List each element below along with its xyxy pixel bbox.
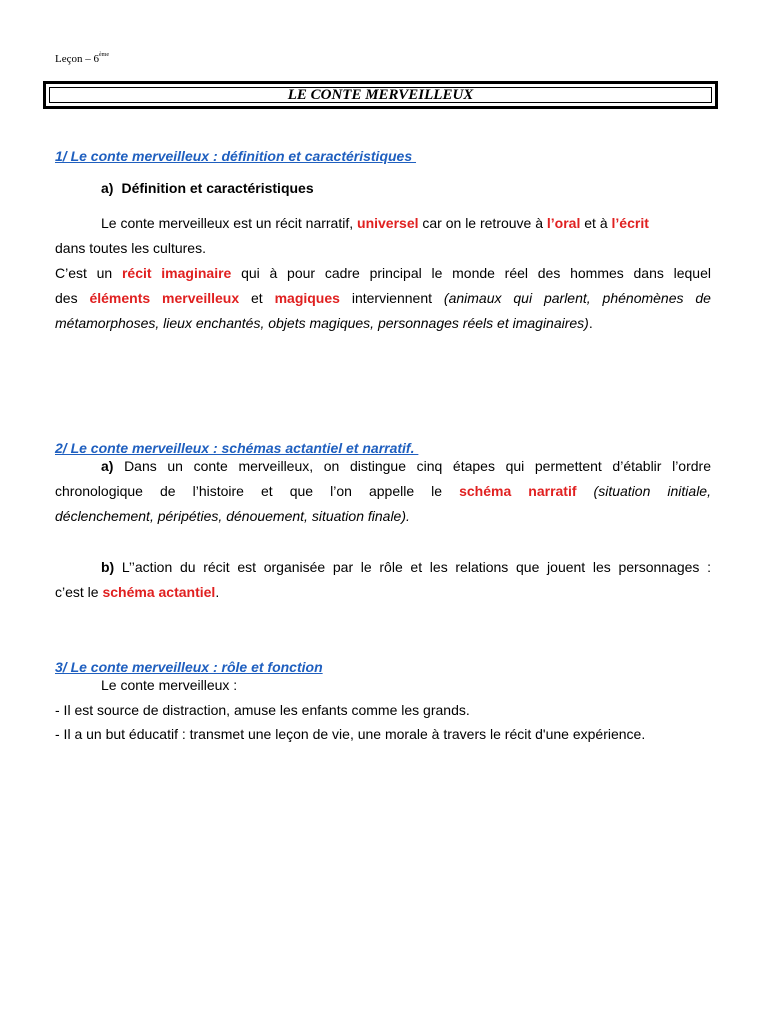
lesson-label-sup: ème bbox=[98, 52, 109, 58]
section2-b-text1: L’’action du récit est organisée par le rôle et les relations que jouent les personnages : bbox=[114, 559, 711, 575]
section2-a-line2 bbox=[55, 479, 711, 504]
section1-p1-line2: dans toutes les cultures. bbox=[55, 240, 206, 256]
section2-keyword-schema-narratif: schéma narratif bbox=[459, 483, 577, 499]
section2-b-line2 bbox=[55, 580, 219, 605]
section2-a-text2b: (situation initiale, bbox=[576, 483, 711, 499]
section1-p2-line2 bbox=[55, 286, 711, 311]
p1-text-b: car on le retrouve à bbox=[418, 215, 547, 231]
p2-keyword-magiques: magiques bbox=[274, 290, 340, 306]
section2-b-text2a: c’est le bbox=[55, 584, 103, 600]
p2-text-d: et bbox=[239, 290, 275, 306]
section2-a-text2a: chronologique de l’histoire et que l’on appelle le bbox=[55, 483, 460, 499]
section2-a-marker: a) bbox=[101, 458, 114, 474]
section1-sub-marker: a) bbox=[101, 180, 114, 196]
section2-b-line1 bbox=[101, 555, 711, 580]
section2-keyword-schema-actantiel: schéma actantiel bbox=[102, 584, 216, 600]
section2-a-line3: déclenchement, péripéties, dénouement, situation finale). bbox=[55, 508, 410, 524]
p1-text-a: Le conte merveilleux est un récit narratif, bbox=[101, 215, 358, 231]
page-title: LE CONTE MERVEILLEUX bbox=[287, 87, 474, 103]
lesson-label-text: Leçon – 6 bbox=[55, 53, 99, 65]
section1-heading: 1/ Le conte merveilleux : définition et caractéristiques bbox=[55, 148, 417, 164]
p1-keyword-ecrit: l’écrit bbox=[611, 215, 649, 231]
p2-text-e: interviennent bbox=[339, 290, 444, 306]
p2-text-line3: métamorphoses, lieux enchantés, objets magiques, personnages réels et imaginaires) bbox=[55, 315, 589, 331]
p2-text-c: des bbox=[55, 290, 90, 306]
section2-b-marker: b) bbox=[101, 559, 115, 575]
p2-text-a: C’est un bbox=[55, 265, 122, 281]
section2-heading: 2/ Le conte merveilleux : schémas actantiel et narratif. bbox=[55, 440, 419, 456]
p1-keyword-oral: l’oral bbox=[546, 215, 581, 231]
section2-a-line1 bbox=[101, 454, 711, 479]
section3-item2: - Il a un but éducatif : transmet une leçon de vie, une morale à travers le récit d'une expérience. bbox=[55, 726, 646, 742]
title-box bbox=[43, 81, 718, 109]
section3-item1: - Il est source de distraction, amuse les enfants comme les grands. bbox=[55, 702, 470, 718]
section2-a-text1: Dans un conte merveilleux, on distingue cinq étapes qui permettent d’établir l’ordre bbox=[113, 458, 711, 474]
p2-keyword-recit-imaginaire: récit imaginaire bbox=[121, 265, 232, 281]
section1-p2-line1 bbox=[55, 261, 711, 286]
p1-text-c: et à bbox=[580, 215, 612, 231]
section1-subheading bbox=[101, 180, 314, 196]
p2-keyword-elements-merveilleux: éléments merveilleux bbox=[89, 290, 240, 306]
section3-intro: Le conte merveilleux : bbox=[101, 677, 238, 693]
section1-p2-line3 bbox=[55, 311, 593, 336]
p2-text-b: qui à pour cadre principal le monde réel des hommes dans lequel bbox=[231, 265, 711, 281]
lesson-label bbox=[55, 52, 109, 65]
section1-p1-line1 bbox=[101, 211, 649, 236]
section2-b-text2b: . bbox=[215, 584, 220, 600]
p2-text-f: (animaux qui parlent, phénomènes de bbox=[443, 290, 711, 306]
p1-keyword-universel: universel bbox=[357, 215, 419, 231]
section3-heading: 3/ Le conte merveilleux : rôle et fonction bbox=[55, 659, 323, 675]
section1-sub-title: Définition et caractéristiques bbox=[121, 180, 314, 196]
p2-text-end: . bbox=[588, 315, 593, 331]
